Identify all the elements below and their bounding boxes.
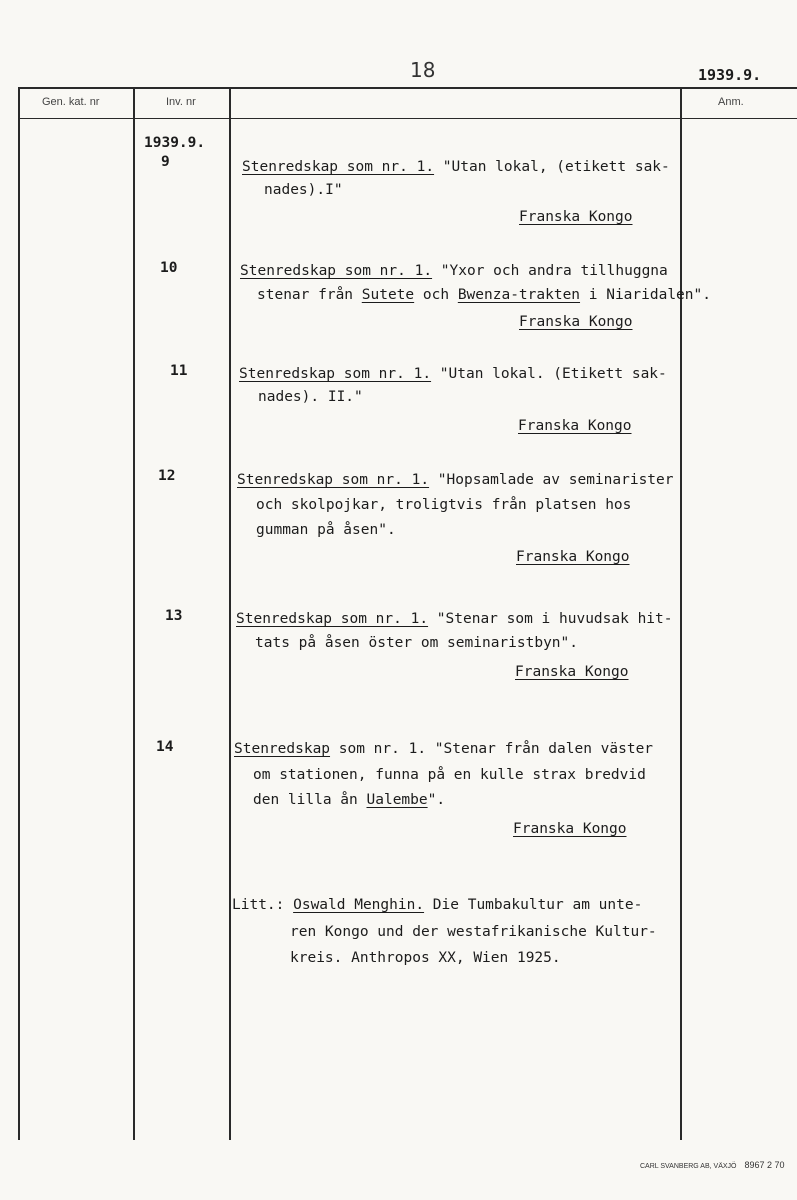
entry-12-line-3: gumman på åsen".	[256, 522, 396, 538]
entry-13-text: "Stenar som i huvudsak hit-	[428, 611, 673, 627]
entry-14-line-3	[253, 793, 445, 808]
entry-12-place: Franska Kongo	[516, 549, 630, 565]
left-border	[18, 87, 20, 1140]
entry-13-place: Franska Kongo	[515, 664, 629, 680]
entry-11-line-2: nades). II."	[258, 389, 363, 405]
litt-text: Die Tumbakultur am unte-	[424, 897, 643, 913]
entry-14-place-ualembe: Ualembe	[366, 792, 428, 808]
entry-13-line-1	[236, 612, 673, 627]
entry-14-line-1	[234, 742, 653, 757]
entry-12-link: Stenredskap som nr. 1.	[237, 472, 430, 488]
year-header: 1939.9.	[698, 66, 762, 84]
litt-label: Litt.:	[232, 897, 294, 913]
entry-14-text: som nr. 1. "Stenar från dalen väster	[330, 741, 654, 757]
entry-9-link: Stenredskap som nr. 1.	[242, 159, 435, 175]
first-year: 1939.9.	[144, 135, 206, 151]
entry-11-place: Franska Kongo	[518, 418, 632, 434]
entry-10-text: "Yxor och andra tillhuggna	[432, 263, 668, 279]
column-header-inv-nr: Inv. nr	[166, 96, 196, 108]
inv-nr-10: 10	[160, 260, 178, 276]
inv-nr-14: 14	[156, 739, 174, 755]
inv-nr-12: 12	[158, 468, 176, 484]
printer-name: CARL SVANBERG AB, VÄXJÖ	[640, 1163, 737, 1170]
entry-13-link: Stenredskap som nr. 1.	[236, 611, 429, 627]
inv-nr-13: 13	[165, 608, 183, 624]
entry-10-link: Stenredskap som nr. 1.	[240, 263, 433, 279]
page-number: 18	[410, 58, 436, 82]
column-divider-3	[680, 87, 682, 1140]
entry-10-line-2	[257, 288, 711, 303]
entry-11-line-1	[239, 367, 667, 382]
entry-9-line-1	[242, 160, 670, 175]
entry-10-text-e: i Niaridalen".	[580, 287, 711, 303]
inv-nr-11: 11	[170, 363, 188, 379]
entry-10-place: Franska Kongo	[519, 314, 633, 330]
inv-nr-9: 9	[161, 154, 170, 170]
column-header-anm: Anm.	[718, 96, 744, 108]
entry-10-line-1	[240, 264, 668, 279]
entry-10-text-c: och	[414, 287, 458, 303]
litt-line-1	[232, 898, 642, 913]
entry-11-text: "Utan lokal. (Etikett sak-	[431, 366, 667, 382]
entry-9-place: Franska Kongo	[519, 209, 633, 225]
entry-12-line-1	[237, 473, 674, 488]
litt-line-2: ren Kongo und der westafrikanische Kultur-	[290, 924, 657, 940]
entry-10-place-bwenza: Bwenza-trakten	[457, 287, 581, 303]
entry-14-line-2: om stationen, funna på en kulle strax bredvid	[253, 767, 646, 783]
entry-10-place-sutete: Sutete	[361, 287, 415, 303]
form-code: 8967 2 70	[744, 1160, 785, 1170]
entry-9-text: "Utan lokal, (etikett sak-	[434, 159, 670, 175]
entry-14-text-c: ".	[427, 792, 446, 808]
column-header-gen-kat-nr: Gen. kat. nr	[42, 96, 100, 108]
entry-14-text-a: den lilla ån	[253, 792, 367, 808]
entry-10-text-a: stenar från	[257, 287, 362, 303]
column-divider-1	[133, 87, 135, 1140]
entry-14-place: Franska Kongo	[513, 821, 627, 837]
entry-14-link: Stenredskap	[234, 741, 331, 757]
litt-author: Oswald Menghin.	[293, 897, 425, 913]
entry-9-line-2: nades).I"	[264, 182, 343, 198]
entry-12-line-2: och skolpojkar, troligtvis från platsen hos	[256, 497, 632, 513]
printer-footer	[640, 1160, 785, 1170]
entry-12-text: "Hopsamlade av seminarister	[429, 472, 674, 488]
entry-13-line-2: tats på åsen öster om seminaristbyn".	[255, 635, 579, 651]
litt-line-3: kreis. Anthropos XX, Wien 1925.	[290, 950, 561, 966]
column-divider-2	[229, 87, 231, 1140]
entry-11-link: Stenredskap som nr. 1.	[239, 366, 432, 382]
